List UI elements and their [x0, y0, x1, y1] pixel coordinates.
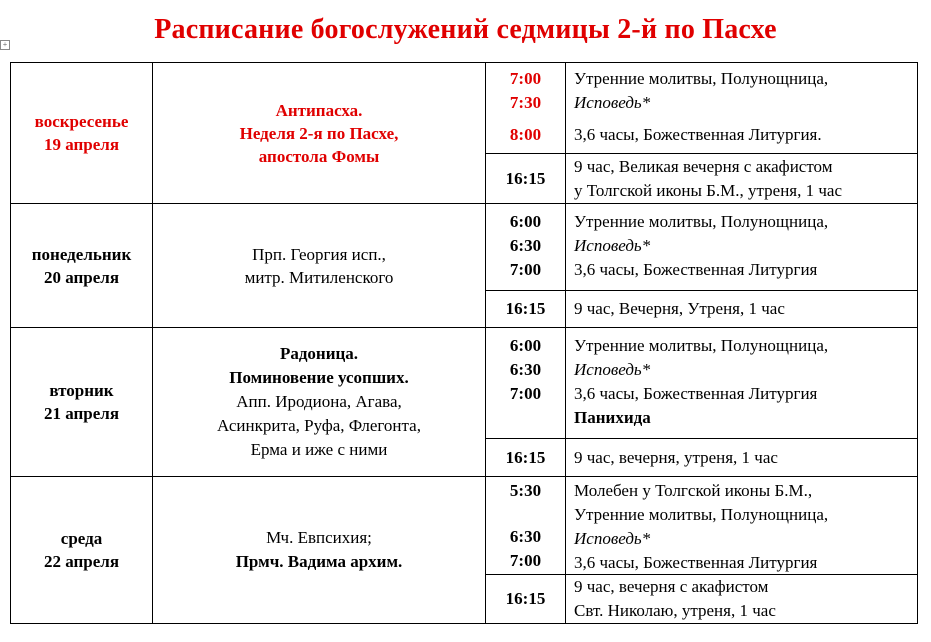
time-value: 6:30: [509, 527, 542, 546]
day-date: 21 апреля: [43, 404, 120, 423]
feast-line: Неделя 2-я по Пасхе,: [239, 123, 399, 143]
service-line: Утренние молитвы, Полунощница,: [574, 212, 829, 231]
service-line: Исповедь*: [574, 529, 651, 548]
day-date: 22 апреля: [43, 552, 120, 571]
page-title: Расписание богослужений седмицы 2-й по Пасхе: [154, 14, 777, 45]
feast-line: Прмч. Вадима архим.: [235, 552, 403, 571]
feast-cell: [153, 204, 485, 327]
service-line: Панихида: [574, 408, 651, 427]
time-value: 6:30: [509, 236, 542, 255]
evening-time: [486, 575, 565, 623]
table-row: [11, 477, 152, 623]
day-name: среда: [60, 529, 103, 548]
day-name: понедельник: [31, 244, 132, 264]
service-line: Исповедь*: [574, 236, 651, 255]
feast-line: Антипасха.: [275, 100, 363, 120]
feast-line: Мч. Евпсихия;: [266, 528, 372, 547]
day-name: вторник: [49, 381, 114, 400]
feast-line: Ерма и иже с ними: [250, 440, 388, 459]
feast-cell: [153, 63, 485, 203]
service-line: 9 час, Вечерня, Утреня, 1 час: [574, 299, 785, 318]
morning-times: [486, 204, 565, 290]
service-line: 9 час, вечерня, утреня, 1 час: [574, 447, 778, 467]
time-value: 8:00: [509, 125, 542, 144]
service-line: Утренние молитвы, Полунощница,: [574, 336, 829, 355]
time-value: 6:30: [509, 360, 542, 379]
feast-line: митр. Митиленского: [244, 267, 394, 287]
time-value: 16:15: [505, 168, 546, 188]
table-row: [11, 328, 152, 476]
time-value: 16:15: [505, 447, 546, 467]
morning-services: [566, 328, 917, 438]
time-value: 7:00: [509, 69, 542, 88]
feast-line: Поминовение усопших.: [229, 368, 409, 387]
service-line: Утренние молитвы, Полунощница,: [574, 505, 829, 524]
service-line: 3,6 часы, Божественная Литургия: [574, 384, 818, 403]
feast-line: Прп. Георгия исп.,: [252, 244, 386, 264]
evening-services: [566, 154, 917, 203]
time-value: 16:15: [505, 299, 546, 318]
time-value: 7:00: [509, 260, 542, 279]
time-value: 7:00: [509, 551, 542, 570]
service-line: 3,6 часы, Божественная Литургия.: [574, 125, 822, 144]
evening-time: [486, 439, 565, 476]
evening-services: [566, 439, 917, 476]
time-value: 16:15: [505, 589, 546, 608]
evening-time: [486, 154, 565, 203]
evening-time: [486, 291, 565, 327]
service-line: 9 час, вечерня с акафистом: [574, 577, 769, 596]
morning-services: [566, 477, 917, 574]
service-line: 3,6 часы, Божественная Литургия: [574, 553, 818, 572]
day-name: воскресенье: [34, 112, 129, 131]
morning-times: [486, 477, 565, 574]
table-move-handle-icon[interactable]: +: [0, 40, 10, 50]
evening-services: [566, 575, 917, 623]
feast-cell: [153, 477, 485, 623]
service-line: Утренние молитвы, Полунощница,: [574, 69, 829, 88]
time-value: 7:00: [509, 384, 542, 403]
service-line: Свт. Николаю, утреня, 1 час: [574, 601, 776, 620]
day-date: 19 апреля: [43, 135, 120, 154]
table-row: [11, 204, 152, 327]
morning-times: [486, 328, 565, 438]
feast-line: апостола Фомы: [258, 146, 380, 166]
service-line: Исповедь*: [574, 360, 651, 379]
service-line: Молебен у Толгской иконы Б.М.,: [574, 481, 813, 500]
time-value: 7:30: [509, 93, 542, 112]
day-date: 20 апреля: [43, 267, 120, 287]
evening-services: [566, 291, 917, 327]
schedule-table: [10, 62, 918, 624]
time-value: 6:00: [509, 336, 542, 355]
feast-line: Асинкрита, Руфа, Флегонта,: [217, 416, 421, 435]
time-value: 5:30: [509, 481, 542, 500]
time-value: 6:00: [509, 212, 542, 231]
feast-cell: [153, 328, 485, 476]
morning-times: [486, 63, 565, 153]
service-line: 9 час, Великая вечерня с акафистом: [574, 156, 833, 176]
service-line: 3,6 часы, Божественная Литургия: [574, 260, 818, 279]
feast-line: Апп. Иродиона, Агава,: [236, 392, 402, 411]
service-line: у Толгской иконы Б.М., утреня, 1 час: [574, 180, 843, 200]
service-line: Исповедь*: [574, 93, 651, 112]
morning-services: [566, 204, 917, 290]
feast-line: Радоница.: [279, 344, 359, 363]
table-row: [11, 63, 152, 203]
morning-services: [566, 63, 917, 153]
